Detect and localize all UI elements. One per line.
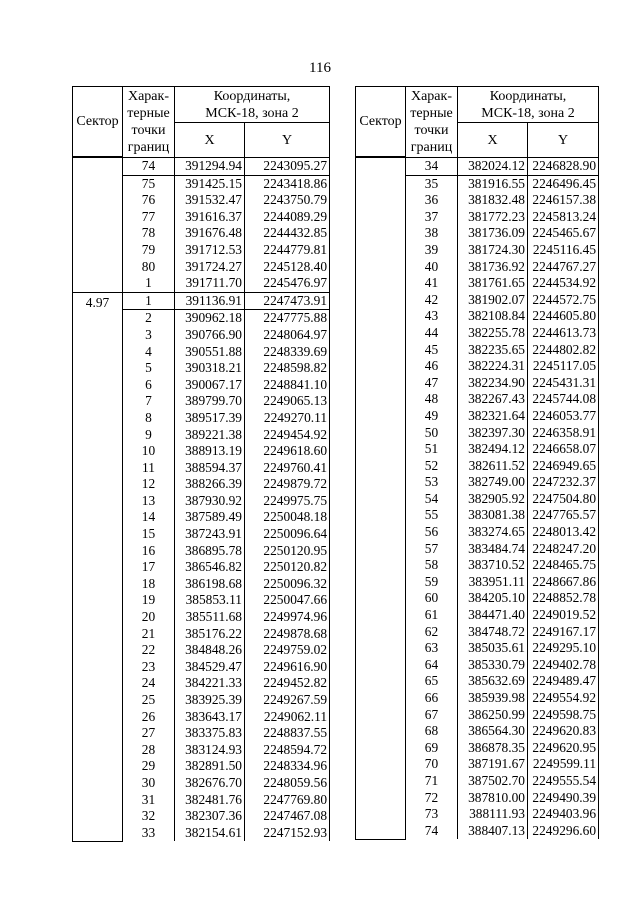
y-cell: 2249062.11 [245, 709, 330, 726]
y-cell: 2243095.27 [245, 158, 330, 176]
x-cell: 382224.31 [458, 358, 528, 375]
point-cell: 53 [406, 474, 458, 491]
point-cell: 25 [123, 692, 175, 709]
x-cell: 386564.30 [458, 723, 528, 740]
y-cell: 2244605.80 [528, 308, 599, 325]
y-cell: 2250048.18 [245, 509, 330, 526]
y-cell: 2249974.96 [245, 609, 330, 626]
y-cell: 2246053.77 [528, 408, 599, 425]
point-cell: 20 [123, 609, 175, 626]
y-cell: 2248339.69 [245, 344, 330, 361]
x-cell: 385632.69 [458, 673, 528, 690]
point-cell: 60 [406, 590, 458, 607]
point-cell: 78 [123, 225, 175, 242]
x-cell: 381736.09 [458, 225, 528, 242]
y-cell: 2245744.08 [528, 391, 599, 408]
sector-cell: 4.97 [73, 292, 123, 841]
point-cell: 70 [406, 756, 458, 773]
x-cell: 387243.91 [175, 526, 245, 543]
x-cell: 390962.18 [175, 310, 245, 327]
y-cell: 2245465.67 [528, 225, 599, 242]
y-cell: 2247152.93 [245, 825, 330, 842]
x-cell: 391711.70 [175, 275, 245, 292]
left-table-body [73, 158, 330, 842]
point-cell: 50 [406, 425, 458, 442]
y-cell: 2249489.47 [528, 673, 599, 690]
y-cell: 2246949.65 [528, 458, 599, 475]
point-cell: 77 [123, 209, 175, 226]
x-cell: 382905.92 [458, 491, 528, 508]
y-cell: 2244572.75 [528, 292, 599, 309]
point-cell: 9 [123, 427, 175, 444]
x-cell: 382494.12 [458, 441, 528, 458]
point-cell: 58 [406, 557, 458, 574]
x-cell: 382321.64 [458, 408, 528, 425]
y-cell: 2246358.91 [528, 425, 599, 442]
y-cell: 2249618.60 [245, 443, 330, 460]
x-cell: 382234.90 [458, 375, 528, 392]
point-cell: 1 [123, 275, 175, 292]
y-cell: 2247769.80 [245, 792, 330, 809]
right-table-body [356, 158, 599, 840]
y-cell: 2248841.10 [245, 377, 330, 394]
y-cell: 2245476.97 [245, 275, 330, 292]
x-cell: 391532.47 [175, 192, 245, 209]
header-coordinates: Координаты, МСК-18, зона 2 [175, 87, 330, 123]
x-cell: 382267.43 [458, 391, 528, 408]
x-cell: 381736.92 [458, 259, 528, 276]
point-cell: 59 [406, 574, 458, 591]
point-cell: 18 [123, 576, 175, 593]
y-cell: 2247473.91 [245, 292, 330, 310]
header-x: X [175, 123, 245, 158]
y-cell: 2250096.64 [245, 526, 330, 543]
header-sector: Сектор [356, 87, 406, 157]
point-cell: 33 [123, 825, 175, 842]
y-cell: 2247504.80 [528, 491, 599, 508]
x-cell: 385853.11 [175, 592, 245, 609]
point-cell: 73 [406, 806, 458, 823]
y-cell: 2249759.02 [245, 642, 330, 659]
x-cell: 388913.19 [175, 443, 245, 460]
x-cell: 382611.52 [458, 458, 528, 475]
point-cell: 22 [123, 642, 175, 659]
y-cell: 2248837.55 [245, 725, 330, 742]
x-cell: 383925.39 [175, 692, 245, 709]
point-cell: 35 [406, 175, 458, 192]
y-cell: 2249267.59 [245, 692, 330, 709]
header-sector: Сектор [73, 87, 123, 157]
x-cell: 382481.76 [175, 792, 245, 809]
point-cell: 41 [406, 275, 458, 292]
x-cell: 391294.94 [175, 158, 245, 176]
point-cell: 52 [406, 458, 458, 475]
point-cell: 16 [123, 543, 175, 560]
x-cell: 390551.88 [175, 344, 245, 361]
x-cell: 383375.83 [175, 725, 245, 742]
point-cell: 13 [123, 493, 175, 510]
x-cell: 386895.78 [175, 543, 245, 560]
x-cell: 382154.61 [175, 825, 245, 842]
point-cell: 10 [123, 443, 175, 460]
y-cell: 2249879.72 [245, 476, 330, 493]
point-cell: 21 [123, 626, 175, 643]
y-cell: 2249295.10 [528, 640, 599, 657]
sector-cell [356, 158, 406, 840]
x-cell: 384205.10 [458, 590, 528, 607]
y-cell: 2249490.39 [528, 790, 599, 807]
y-cell: 2248059.56 [245, 775, 330, 792]
y-cell: 2245128.40 [245, 259, 330, 276]
y-cell: 2249554.92 [528, 690, 599, 707]
point-cell: 44 [406, 325, 458, 342]
x-cell: 384471.40 [458, 607, 528, 624]
x-cell: 390766.90 [175, 327, 245, 344]
y-cell: 2244534.92 [528, 275, 599, 292]
table-row [356, 158, 599, 176]
x-cell: 382676.70 [175, 775, 245, 792]
x-cell: 388407.13 [458, 823, 528, 840]
y-cell: 2249620.83 [528, 723, 599, 740]
y-cell: 2245117.05 [528, 358, 599, 375]
y-cell: 2248013.42 [528, 524, 599, 541]
x-cell: 386198.68 [175, 576, 245, 593]
point-cell: 26 [123, 709, 175, 726]
point-cell: 57 [406, 541, 458, 558]
point-cell: 74 [123, 158, 175, 176]
x-cell: 382024.12 [458, 158, 528, 176]
x-cell: 381832.48 [458, 192, 528, 209]
x-cell: 383124.93 [175, 742, 245, 759]
header-y: Y [245, 123, 330, 158]
point-cell: 19 [123, 592, 175, 609]
point-cell: 48 [406, 391, 458, 408]
point-cell: 38 [406, 225, 458, 242]
point-cell: 27 [123, 725, 175, 742]
y-cell: 2246828.90 [528, 158, 599, 176]
y-cell: 2249620.95 [528, 740, 599, 757]
y-cell: 2248852.78 [528, 590, 599, 607]
x-cell: 387191.67 [458, 756, 528, 773]
point-cell: 56 [406, 524, 458, 541]
x-cell: 386878.35 [458, 740, 528, 757]
point-cell: 30 [123, 775, 175, 792]
x-cell: 387589.49 [175, 509, 245, 526]
y-cell: 2249454.92 [245, 427, 330, 444]
y-cell: 2244089.29 [245, 209, 330, 226]
x-cell: 381916.55 [458, 175, 528, 192]
point-cell: 34 [406, 158, 458, 176]
y-cell: 2249403.96 [528, 806, 599, 823]
point-cell: 7 [123, 393, 175, 410]
x-cell: 391136.91 [175, 292, 245, 310]
x-cell: 391724.27 [175, 259, 245, 276]
y-cell: 2250120.95 [245, 543, 330, 560]
point-cell: 74 [406, 823, 458, 840]
header-x: X [458, 123, 528, 158]
point-cell: 4 [123, 344, 175, 361]
point-cell: 66 [406, 690, 458, 707]
x-cell: 389517.39 [175, 410, 245, 427]
point-cell: 28 [123, 742, 175, 759]
x-cell: 385176.22 [175, 626, 245, 643]
y-cell: 2249616.90 [245, 659, 330, 676]
point-cell: 40 [406, 259, 458, 276]
x-cell: 384529.47 [175, 659, 245, 676]
y-cell: 2249975.75 [245, 493, 330, 510]
x-cell: 384748.72 [458, 624, 528, 641]
point-cell: 69 [406, 740, 458, 757]
y-cell: 2244432.85 [245, 225, 330, 242]
point-cell: 2 [123, 310, 175, 327]
x-cell: 382749.00 [458, 474, 528, 491]
header-points: Харак- терные точки границ [123, 87, 175, 158]
x-cell: 391616.37 [175, 209, 245, 226]
y-cell: 2249167.17 [528, 624, 599, 641]
header-points: Харак- терные точки границ [406, 87, 458, 158]
x-cell: 382307.36 [175, 808, 245, 825]
y-cell: 2249065.13 [245, 393, 330, 410]
y-cell: 2247765.57 [528, 507, 599, 524]
y-cell: 2249402.78 [528, 657, 599, 674]
x-cell: 389221.38 [175, 427, 245, 444]
x-cell: 385511.68 [175, 609, 245, 626]
coordinates-table-left [72, 86, 330, 842]
point-cell: 24 [123, 675, 175, 692]
point-cell: 46 [406, 358, 458, 375]
y-cell: 2243418.86 [245, 175, 330, 192]
header-y: Y [528, 123, 599, 158]
x-cell: 386546.82 [175, 559, 245, 576]
point-cell: 15 [123, 526, 175, 543]
coordinates-table-right [355, 86, 599, 840]
y-cell: 2248064.97 [245, 327, 330, 344]
point-cell: 43 [406, 308, 458, 325]
y-cell: 2248667.86 [528, 574, 599, 591]
y-cell: 2249270.11 [245, 410, 330, 427]
point-cell: 23 [123, 659, 175, 676]
x-cell: 390318.21 [175, 360, 245, 377]
x-cell: 387810.00 [458, 790, 528, 807]
y-cell: 2249878.68 [245, 626, 330, 643]
x-cell: 382255.78 [458, 325, 528, 342]
x-cell: 382891.50 [175, 758, 245, 775]
sector-cell [73, 158, 123, 293]
y-cell: 2249019.52 [528, 607, 599, 624]
y-cell: 2249598.75 [528, 707, 599, 724]
point-cell: 3 [123, 327, 175, 344]
x-cell: 385035.61 [458, 640, 528, 657]
x-cell: 383710.52 [458, 557, 528, 574]
point-cell: 39 [406, 242, 458, 259]
x-cell: 381902.07 [458, 292, 528, 309]
y-cell: 2248594.72 [245, 742, 330, 759]
point-cell: 32 [123, 808, 175, 825]
y-cell: 2246658.07 [528, 441, 599, 458]
x-cell: 391712.53 [175, 242, 245, 259]
y-cell: 2244802.82 [528, 342, 599, 359]
point-cell: 64 [406, 657, 458, 674]
y-cell: 2249599.11 [528, 756, 599, 773]
x-cell: 391425.15 [175, 175, 245, 192]
point-cell: 12 [123, 476, 175, 493]
y-cell: 2249555.54 [528, 773, 599, 790]
x-cell: 388111.93 [458, 806, 528, 823]
point-cell: 75 [123, 175, 175, 192]
x-cell: 383643.17 [175, 709, 245, 726]
point-cell: 5 [123, 360, 175, 377]
x-cell: 385330.79 [458, 657, 528, 674]
y-cell: 2245431.31 [528, 375, 599, 392]
x-cell: 383951.11 [458, 574, 528, 591]
x-cell: 383081.38 [458, 507, 528, 524]
table-row [73, 292, 330, 310]
point-cell: 54 [406, 491, 458, 508]
y-cell: 2248465.75 [528, 557, 599, 574]
y-cell: 2248598.82 [245, 360, 330, 377]
y-cell: 2247775.88 [245, 310, 330, 327]
y-cell: 2244613.73 [528, 325, 599, 342]
point-cell: 76 [123, 192, 175, 209]
point-cell: 6 [123, 377, 175, 394]
x-cell: 387930.92 [175, 493, 245, 510]
point-cell: 14 [123, 509, 175, 526]
x-cell: 382235.65 [458, 342, 528, 359]
point-cell: 29 [123, 758, 175, 775]
y-cell: 2249760.41 [245, 460, 330, 477]
point-cell: 42 [406, 292, 458, 309]
point-cell: 63 [406, 640, 458, 657]
y-cell: 2246496.45 [528, 175, 599, 192]
point-cell: 45 [406, 342, 458, 359]
x-cell: 387502.70 [458, 773, 528, 790]
x-cell: 385939.98 [458, 690, 528, 707]
point-cell: 55 [406, 507, 458, 524]
point-cell: 79 [123, 242, 175, 259]
x-cell: 386250.99 [458, 707, 528, 724]
point-cell: 68 [406, 723, 458, 740]
y-cell: 2249452.82 [245, 675, 330, 692]
x-cell: 389799.70 [175, 393, 245, 410]
x-cell: 388266.39 [175, 476, 245, 493]
x-cell: 383274.65 [458, 524, 528, 541]
table-row [73, 158, 330, 176]
point-cell: 72 [406, 790, 458, 807]
y-cell: 2247232.37 [528, 474, 599, 491]
point-cell: 80 [123, 259, 175, 276]
point-cell: 36 [406, 192, 458, 209]
point-cell: 62 [406, 624, 458, 641]
y-cell: 2243750.79 [245, 192, 330, 209]
point-cell: 51 [406, 441, 458, 458]
x-cell: 384221.33 [175, 675, 245, 692]
point-cell: 65 [406, 673, 458, 690]
x-cell: 382108.84 [458, 308, 528, 325]
x-cell: 381772.23 [458, 209, 528, 226]
y-cell: 2248247.20 [528, 541, 599, 558]
y-cell: 2250120.82 [245, 559, 330, 576]
x-cell: 381761.65 [458, 275, 528, 292]
x-cell: 383484.74 [458, 541, 528, 558]
x-cell: 391676.48 [175, 225, 245, 242]
x-cell: 384848.26 [175, 642, 245, 659]
y-cell: 2247467.08 [245, 808, 330, 825]
header-coordinates: Координаты, МСК-18, зона 2 [458, 87, 599, 123]
point-cell: 67 [406, 707, 458, 724]
y-cell: 2248334.96 [245, 758, 330, 775]
point-cell: 11 [123, 460, 175, 477]
point-cell: 71 [406, 773, 458, 790]
y-cell: 2244779.81 [245, 242, 330, 259]
x-cell: 388594.37 [175, 460, 245, 477]
point-cell: 17 [123, 559, 175, 576]
point-cell: 37 [406, 209, 458, 226]
y-cell: 2246157.38 [528, 192, 599, 209]
x-cell: 390067.17 [175, 377, 245, 394]
point-cell: 61 [406, 607, 458, 624]
y-cell: 2249296.60 [528, 823, 599, 840]
y-cell: 2244767.27 [528, 259, 599, 276]
page-number: 116 [309, 60, 331, 76]
x-cell: 381724.30 [458, 242, 528, 259]
y-cell: 2245116.45 [528, 242, 599, 259]
y-cell: 2250096.32 [245, 576, 330, 593]
y-cell: 2250047.66 [245, 592, 330, 609]
point-cell: 47 [406, 375, 458, 392]
point-cell: 1 [123, 292, 175, 310]
x-cell: 382397.30 [458, 425, 528, 442]
point-cell: 31 [123, 792, 175, 809]
point-cell: 49 [406, 408, 458, 425]
y-cell: 2245813.24 [528, 209, 599, 226]
point-cell: 8 [123, 410, 175, 427]
